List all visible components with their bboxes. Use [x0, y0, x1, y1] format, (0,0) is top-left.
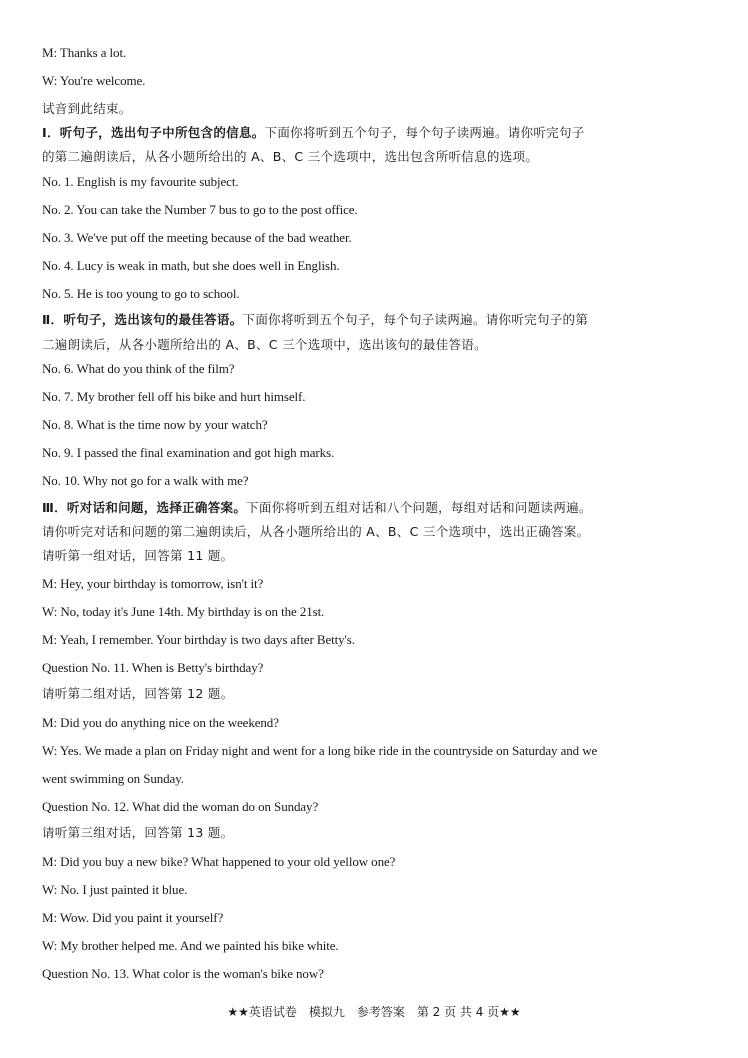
instruction-line: 试音到此结束。 [42, 101, 132, 116]
dialogue-line: W: You're welcome. [42, 73, 146, 88]
question-line: No. 10. Why not go for a walk with me? [42, 473, 249, 488]
instruction-line: 二遍朗读后，从各小题所给出的 A、B、C 三个选项中，选出该句的最佳答语。 [42, 337, 487, 352]
dialogue-line: went swimming on Sunday. [42, 771, 184, 786]
section-title: Ⅰ．听句子，选出句子中所包含的信息。 [42, 125, 265, 140]
question-line: Question No. 11. When is Betty's birthday? [42, 660, 264, 675]
question-line: No. 1. English is my favourite subject. [42, 174, 239, 189]
instruction-line: 的第二遍朗读后，从各小题所给出的 A、B、C 三个选项中，选出包含所听信息的选项。 [42, 149, 539, 164]
question-line: Question No. 12. What did the woman do on Sunday? [42, 799, 319, 814]
question-line: No. 2. You can take the Number 7 bus to go to the post office. [42, 202, 358, 217]
question-line: No. 5. He is too young to go to school. [42, 286, 240, 301]
section-instruction: 下面你将听到五个句子，每个句子读两遍。请你听完句子 [264, 125, 585, 140]
dialogue-line: M: Thanks a lot. [42, 45, 127, 60]
question-line: No. 4. Lucy is weak in math, but she does well in English. [42, 258, 340, 273]
question-line: No. 8. What is the time now by your watch? [42, 417, 268, 432]
section-heading-3 [42, 500, 592, 516]
dialogue-line: W: My brother helped me. And we painted his bike white. [42, 938, 339, 953]
dialogue-line: W: Yes. We made a plan on Friday night and went for a long bike ride in the countryside on Saturday and we [42, 743, 598, 758]
question-line: Question No. 13. What color is the woman's bike now? [42, 966, 324, 981]
section-title: Ⅱ．听句子，选出该句的最佳答语。 [42, 312, 243, 327]
dialogue-line: M: Did you buy a new bike? What happened to your old yellow one? [42, 854, 396, 869]
instruction-line: 请听第一组对话，回答第 11 题。 [42, 548, 234, 563]
question-line: No. 9. I passed the final examination and got high marks. [42, 445, 335, 460]
dialogue-line: M: Hey, your birthday is tomorrow, isn't it? [42, 576, 264, 591]
dialogue-line: W: No. I just painted it blue. [42, 882, 188, 897]
page-footer: ★★英语试卷 模拟九 参考答案 第 2 页 共 4 页★★ [227, 1005, 521, 1019]
section-instruction: 下面你将听到五个句子，每个句子读两遍。请你听完句子的第 [242, 312, 589, 327]
section-heading-2 [42, 312, 588, 328]
question-line: No. 6. What do you think of the film? [42, 361, 235, 376]
dialogue-line: M: Yeah, I remember. Your birthday is two days after Betty's. [42, 632, 355, 647]
instruction-line: 请听第二组对话，回答第 12 题。 [42, 686, 234, 701]
section-heading-1 [42, 125, 585, 141]
section-instruction: 下面你将听到五组对话和八个问题，每组对话和问题读两遍。 [246, 500, 592, 515]
section-title: Ⅲ．听对话和问题，选择正确答案。 [42, 500, 247, 515]
dialogue-line: W: No, today it's June 14th. My birthday is on the 21st. [42, 604, 325, 619]
instruction-line: 请你听完对话和问题的第二遍朗读后，从各小题所给出的 A、B、C 三个选项中，选出正确答案。 [42, 524, 590, 539]
question-line: No. 3. We've put off the meeting because of the bad weather. [42, 230, 352, 245]
question-line: No. 7. My brother fell off his bike and hurt himself. [42, 389, 306, 404]
instruction-line: 请听第三组对话，回答第 13 题。 [42, 825, 234, 840]
dialogue-line: M: Wow. Did you paint it yourself? [42, 910, 224, 925]
dialogue-line: M: Did you do anything nice on the weekend? [42, 715, 279, 730]
